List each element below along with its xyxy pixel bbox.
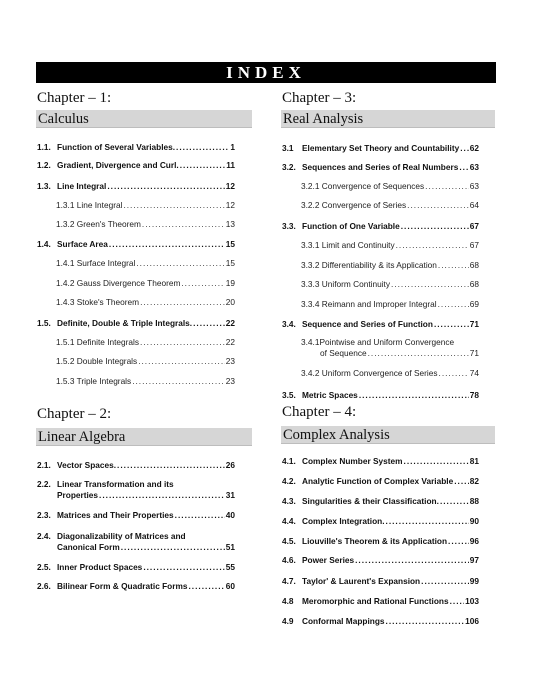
toc-leader-dots: [448, 536, 469, 547]
toc-entry[interactable]: [37, 562, 235, 573]
toc-leader-dots: [459, 162, 468, 173]
toc-page-number: 1: [230, 142, 235, 152]
toc-page-number: 68: [469, 260, 479, 270]
toc-leader-dots: [396, 240, 469, 251]
toc-entry-line: [282, 616, 479, 627]
toc-entry-title: Elementary Set Theory and Countability: [302, 143, 460, 153]
toc-page-number: 71: [469, 319, 479, 329]
toc-leader-dots: [460, 143, 469, 154]
toc-entry[interactable]: [37, 531, 235, 553]
toc-leader-dots: [121, 542, 225, 553]
toc-entry-line: [37, 181, 235, 192]
toc-entry-number: 1.5.: [37, 318, 51, 328]
toc-page-number: 99: [469, 576, 479, 586]
toc-entry[interactable]: [37, 181, 235, 192]
toc-entry-number: 1.4.: [37, 239, 51, 249]
toc-leader-dots: [143, 562, 224, 573]
toc-entry-title: Analytic Function of Complex Variable: [302, 476, 454, 486]
toc-page-number: 22: [225, 337, 235, 347]
toc-entry-title: Inner Product Spaces: [57, 562, 143, 572]
toc-entry-title: Line Integral: [57, 181, 107, 191]
toc-leader-dots: [401, 221, 469, 232]
toc-entry-line: [301, 260, 479, 271]
toc-entry-number: 3.2.: [282, 162, 296, 172]
toc-entry-title-continued: of Sequence: [320, 348, 367, 358]
toc-entry-title: Liouville's Theorem & its Application: [302, 536, 448, 546]
toc-leader-dots: [193, 318, 225, 329]
toc-entry-number: 2.5.: [37, 562, 51, 572]
toc-entry[interactable]: [282, 390, 479, 401]
toc-entry[interactable]: [282, 319, 479, 330]
toc-page-number: 88: [469, 496, 479, 506]
toc-subentry[interactable]: [301, 368, 479, 379]
toc-entry-number: 4.1.: [282, 456, 296, 466]
toc-entry-title: Surface Area: [57, 239, 108, 249]
toc-entry-line: [282, 496, 479, 507]
toc-entry-title: 3.4.1Pointwise and Uniform Convergence: [301, 337, 455, 347]
toc-leader-dots: [434, 319, 469, 330]
toc-entry-title: Meromorphic and Rational Functions: [302, 596, 449, 606]
toc-page-number: 78: [469, 390, 479, 400]
toc-entry[interactable]: [282, 536, 479, 547]
toc-entry-title: 1.5.2 Double Integrals: [56, 356, 138, 366]
toc-leader-dots: [421, 576, 469, 587]
toc-entry-title: Gradient, Divergence and Curl.: [57, 160, 179, 170]
toc-page-number: 67: [469, 240, 479, 250]
toc-leader-dots: [132, 376, 225, 387]
toc-page-number: 23: [225, 356, 235, 366]
toc-entry-number: 3.3.: [282, 221, 296, 231]
toc-page-number: 40: [225, 510, 235, 520]
toc-subentry[interactable]: [56, 200, 235, 211]
toc-leader-dots: [386, 616, 465, 627]
toc-entry-line: [301, 279, 479, 290]
toc-entry[interactable]: [37, 239, 235, 250]
toc-entry-title: 1.5.3 Triple Integrals: [56, 376, 132, 386]
toc-page-number: 68: [469, 279, 479, 289]
toc-subentry[interactable]: [301, 181, 479, 192]
toc-entry[interactable]: [37, 318, 235, 329]
toc-entry[interactable]: [282, 596, 479, 607]
toc-entry[interactable]: [37, 479, 235, 501]
toc-entry-title: Metric Spaces: [302, 390, 358, 400]
toc-entry-title: Sequences and Series of Real Numbers: [302, 162, 459, 172]
toc-leader-dots: [438, 260, 469, 271]
toc-leader-dots: [175, 510, 225, 521]
toc-entry-number: 4.3.: [282, 496, 296, 506]
toc-page-number: 60: [225, 581, 235, 591]
toc-entry-number: 2.6.: [37, 581, 51, 591]
toc-entry-number: 1.2.: [37, 160, 51, 170]
toc-leader-dots: [181, 278, 224, 289]
toc-entry-line: [301, 337, 479, 348]
toc-entry-line: [37, 510, 235, 521]
toc-subentry[interactable]: [301, 337, 479, 359]
toc-subentry[interactable]: [56, 356, 235, 367]
toc-entry-title: 3.4.2 Uniform Convergence of Series: [301, 368, 438, 378]
toc-entry[interactable]: [37, 581, 235, 592]
toc-leader-dots: [439, 368, 469, 379]
toc-entry-line: [282, 319, 479, 330]
toc-entry-number: 1.3.: [37, 181, 51, 191]
toc-entry[interactable]: [282, 476, 479, 487]
toc-entry-title: Matrices and Their Properties: [57, 510, 174, 520]
toc-page-number: 63: [469, 162, 479, 172]
toc-entry-line: [301, 348, 479, 359]
toc-page-number: 23: [225, 376, 235, 386]
toc-entry-title: Function of Several Variables.: [57, 142, 176, 152]
toc-leader-dots: [142, 219, 225, 230]
toc-entry-title: Linear Transformation and its: [57, 479, 174, 489]
toc-entry-title: Power Series: [302, 555, 355, 565]
toc-entry-number: 3.1: [282, 143, 294, 153]
toc-subentry[interactable]: [56, 297, 235, 308]
toc-entry-line: [282, 555, 479, 566]
toc-entry[interactable]: [37, 160, 235, 171]
toc-entry-number: 4.9: [282, 616, 294, 626]
toc-entry-line: [301, 240, 479, 251]
toc-leader-dots: [176, 142, 229, 153]
toc-page-number: 90: [469, 516, 479, 526]
toc-leader-dots: [117, 460, 225, 471]
toc-leader-dots: [450, 596, 465, 607]
toc-entry-title: 3.3.1 Limit and Continuity: [301, 240, 395, 250]
toc-page-number: 63: [469, 181, 479, 191]
toc-subentry[interactable]: [301, 240, 479, 251]
toc-page-number: 20: [225, 297, 235, 307]
toc-page-number: 97: [469, 555, 479, 565]
toc-entry-number: 2.1.: [37, 460, 51, 470]
toc-leader-dots: [386, 516, 469, 527]
toc-entry-line: [37, 318, 235, 329]
toc-leader-dots: [440, 496, 469, 507]
chapter-1-title: Calculus: [36, 110, 252, 128]
toc-leader-dots: [180, 160, 225, 171]
toc-entry[interactable]: [282, 555, 479, 566]
toc-page-number: 71: [469, 348, 479, 358]
toc-entry[interactable]: [282, 221, 479, 232]
toc-entry-line: [282, 516, 479, 527]
toc-entry[interactable]: [282, 162, 479, 173]
toc-entry-line: [56, 258, 235, 269]
chapter-2-label: Chapter – 2:: [37, 406, 112, 422]
toc-entry-line: [56, 356, 235, 367]
toc-subentry[interactable]: [301, 299, 479, 310]
toc-leader-dots: [107, 181, 224, 192]
toc-entry-title: Function of One Variable: [302, 221, 400, 231]
toc-page-number: 12: [225, 181, 235, 191]
toc-entry-line: [301, 368, 479, 379]
toc-leader-dots: [355, 555, 469, 566]
toc-entry-title: 3.3.3 Uniform Continuity: [301, 279, 391, 289]
toc-leader-dots: [359, 390, 469, 401]
toc-entry-number: 4.8: [282, 596, 294, 606]
toc-entry-number: 4.4.: [282, 516, 296, 526]
toc-entry-line: [282, 576, 479, 587]
toc-subentry[interactable]: [56, 278, 235, 289]
toc-entry-title: 1.4.1 Surface Integral: [56, 258, 136, 268]
index-banner: INDEX: [36, 62, 496, 83]
toc-entry-title: Conformal Mappings: [302, 616, 385, 626]
toc-entry[interactable]: [282, 616, 479, 627]
toc-entry-line: [37, 581, 235, 592]
toc-page-number: 26: [225, 460, 235, 470]
toc-entry-line: [37, 479, 235, 490]
toc-leader-dots: [140, 337, 225, 348]
toc-entry-number: 4.2.: [282, 476, 296, 486]
toc-entry-line: [282, 596, 479, 607]
toc-entry-line: [37, 239, 235, 250]
toc-entry-line: [37, 542, 235, 553]
toc-page-number: 11: [226, 160, 235, 170]
toc-entry-line: [56, 297, 235, 308]
toc-leader-dots: [438, 299, 469, 310]
toc-leader-dots: [109, 239, 225, 250]
toc-entry-line: [282, 143, 479, 154]
toc-entry-line: [282, 456, 479, 467]
toc-subentry[interactable]: [301, 279, 479, 290]
toc-entry-title: 1.5.1 Definite Integrals: [56, 337, 140, 347]
toc-entry-line: [56, 219, 235, 230]
toc-entry-line: [282, 162, 479, 173]
toc-page-number: 64: [469, 200, 479, 210]
toc-entry-title: 3.3.4 Reimann and Improper Integral: [301, 299, 437, 309]
toc-entry-number: 3.4.: [282, 319, 296, 329]
chapter-1-label: Chapter – 1:: [37, 90, 112, 106]
toc-page-number: 15: [225, 258, 235, 268]
toc-leader-dots: [136, 258, 224, 269]
toc-subentry[interactable]: [301, 200, 479, 211]
toc-entry-line: [56, 337, 235, 348]
toc-entry-title-continued: Canonical Form: [57, 542, 120, 552]
toc-leader-dots: [368, 348, 469, 359]
toc-entry-line: [37, 460, 235, 471]
toc-entry-line: [37, 490, 235, 501]
toc-entry[interactable]: [282, 143, 479, 154]
toc-leader-dots: [425, 181, 469, 192]
toc-entry-line: [56, 278, 235, 289]
toc-entry-number: 2.3.: [37, 510, 51, 520]
toc-page-number: 19: [225, 278, 235, 288]
toc-entry[interactable]: [37, 460, 235, 471]
toc-entry-title: 1.3.2 Green's Theorem: [56, 219, 141, 229]
toc-subentry[interactable]: [56, 337, 235, 348]
toc-page-number: 67: [469, 221, 479, 231]
toc-entry-line: [282, 390, 479, 401]
toc-subentry[interactable]: [56, 376, 235, 387]
toc-entry-title: Sequence and Series of Function: [302, 319, 433, 329]
toc-entry-title: Singularities & their Classification.: [302, 496, 439, 506]
toc-page-number: 74: [469, 368, 479, 378]
toc-entry-line: [37, 142, 235, 153]
toc-page-number: 69: [469, 299, 479, 309]
toc-entry-number: 4.6.: [282, 555, 296, 565]
toc-entry[interactable]: [282, 456, 479, 467]
toc-entry[interactable]: [37, 510, 235, 521]
toc-leader-dots: [404, 456, 469, 467]
toc-entry-title: 1.4.2 Gauss Divergence Theorem: [56, 278, 181, 288]
toc-entry-line: [282, 221, 479, 232]
toc-entry-line: [282, 476, 479, 487]
toc-entry-line: [37, 160, 235, 171]
toc-entry-number: 4.7.: [282, 576, 296, 586]
toc-subentry[interactable]: [301, 260, 479, 271]
toc-page-number: 96: [469, 536, 479, 546]
toc-entry-title: Complex Number System: [302, 456, 403, 466]
chapter-4-title: Complex Analysis: [281, 426, 495, 444]
toc-page-number: 106: [465, 616, 479, 626]
toc-entry-title: 1.3.1 Line Integral: [56, 200, 123, 210]
toc-entry-number: 3.5.: [282, 390, 296, 400]
toc-page-number: 12: [225, 200, 235, 210]
toc-leader-dots: [99, 490, 225, 501]
toc-entry-number: 1.1.: [37, 142, 51, 152]
toc-entry-title: Diagonalizability of Matrices and: [57, 531, 186, 541]
toc-entry-line: [37, 562, 235, 573]
toc-entry-number: 2.4.: [37, 531, 51, 541]
toc-subentry[interactable]: [56, 219, 235, 230]
toc-entry-line: [37, 531, 235, 542]
toc-page-number: 81: [469, 456, 479, 466]
toc-entry-title: 3.2.1 Convergence of Sequences: [301, 181, 425, 191]
toc-entry-title: Complex Integration.: [302, 516, 385, 526]
chapter-4-label: Chapter – 4:: [282, 404, 357, 420]
toc-leader-dots: [407, 200, 469, 211]
toc-entry-line: [301, 181, 479, 192]
toc-leader-dots: [123, 200, 224, 211]
toc-entry-title: Bilinear Form & Quadratic Forms: [57, 581, 188, 591]
toc-leader-dots: [188, 581, 224, 592]
toc-page-number: 15: [225, 239, 235, 249]
toc-entry-line: [56, 376, 235, 387]
toc-page-number: 62: [469, 143, 479, 153]
toc-entry-title: Definite, Double & Triple Integrals.: [57, 318, 193, 328]
toc-entry-line: [282, 536, 479, 547]
toc-leader-dots: [138, 356, 225, 367]
chapter-3-title: Real Analysis: [281, 110, 495, 128]
toc-entry[interactable]: [37, 142, 235, 153]
toc-entry-title-continued: Properties: [57, 490, 99, 500]
toc-page-number: 82: [469, 476, 479, 486]
toc-page-number: 51: [225, 542, 235, 552]
toc-page-number: 55: [225, 562, 235, 572]
toc-page-number: 13: [225, 219, 235, 229]
toc-entry-title: Vector Spaces.: [57, 460, 117, 470]
toc-leader-dots: [140, 297, 225, 308]
chapter-2-title: Linear Algebra: [36, 428, 252, 446]
chapter-3-label: Chapter – 3:: [282, 90, 357, 106]
toc-entry[interactable]: [282, 576, 479, 587]
toc-leader-dots: [391, 279, 469, 290]
toc-page-number: 22: [225, 318, 235, 328]
toc-leader-dots: [454, 476, 469, 487]
toc-entry-line: [301, 299, 479, 310]
toc-entry-title: 3.2.2 Convergence of Series: [301, 200, 407, 210]
toc-entry-title: 3.3.2 Differentiability & its Application: [301, 260, 437, 270]
toc-page-number: 31: [225, 490, 235, 500]
toc-subentry[interactable]: [56, 258, 235, 269]
toc-entry-title: Taylor' & Laurent's Expansion: [302, 576, 421, 586]
toc-page-number: 103: [465, 596, 479, 606]
toc-entry[interactable]: [282, 516, 479, 527]
toc-entry-number: 4.5.: [282, 536, 296, 546]
toc-entry-number: 2.2.: [37, 479, 51, 489]
toc-entry-line: [301, 200, 479, 211]
toc-entry[interactable]: [282, 496, 479, 507]
toc-entry-line: [56, 200, 235, 211]
toc-entry-title: 1.4.3 Stoke's Theorem: [56, 297, 140, 307]
